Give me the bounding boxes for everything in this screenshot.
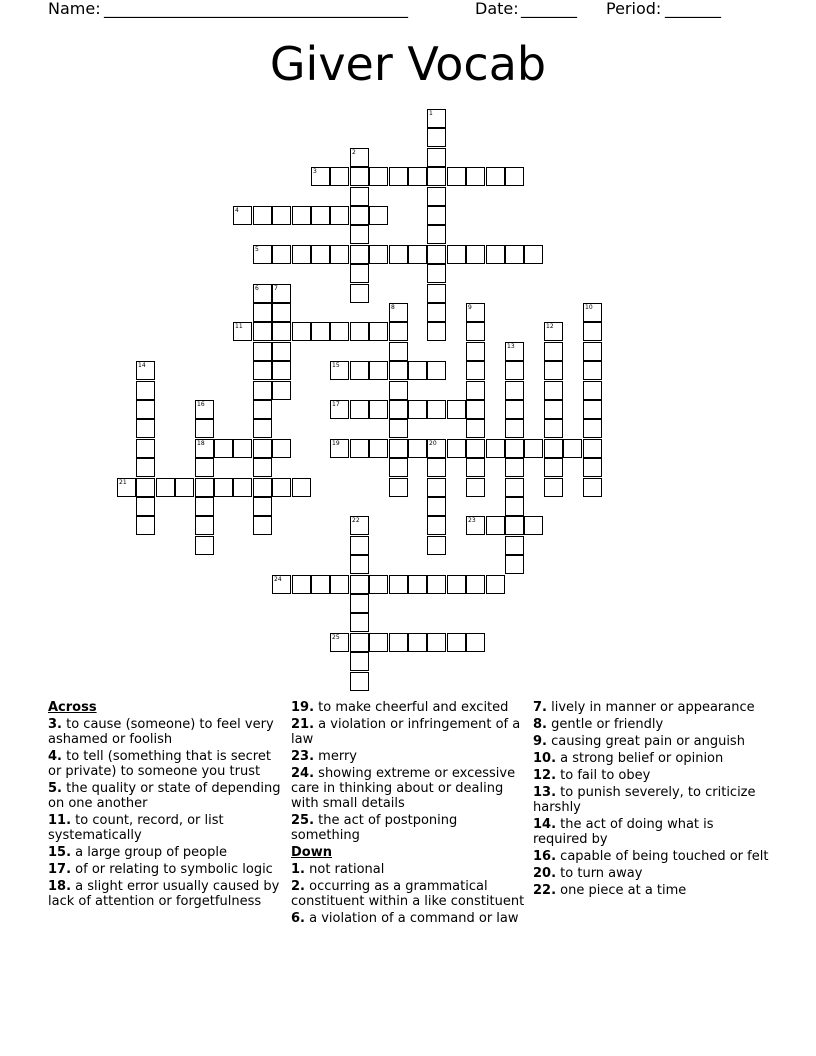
crossword-cell[interactable] <box>447 575 466 594</box>
crossword-cell[interactable] <box>505 361 524 380</box>
crossword-cell[interactable] <box>311 575 330 594</box>
crossword-cell[interactable] <box>350 206 369 225</box>
crossword-cell[interactable] <box>253 419 272 438</box>
crossword-cell[interactable] <box>505 400 524 419</box>
crossword-cell[interactable] <box>369 167 388 186</box>
crossword-cell[interactable] <box>350 652 369 671</box>
crossword-cell[interactable] <box>195 516 214 535</box>
clue-number: 18 <box>197 440 205 447</box>
crossword-cell[interactable] <box>350 555 369 574</box>
crossword-cell[interactable] <box>427 206 446 225</box>
crossword-cell[interactable] <box>311 245 330 264</box>
crossword-cell[interactable] <box>350 167 369 186</box>
crossword-cell[interactable] <box>486 245 505 264</box>
across-heading: Across <box>48 700 97 715</box>
crossword-cell[interactable] <box>253 439 272 458</box>
crossword-cell[interactable] <box>505 516 524 535</box>
crossword-cell[interactable] <box>253 361 272 380</box>
crossword-cell[interactable] <box>253 245 272 264</box>
crossword-cell[interactable] <box>369 245 388 264</box>
crossword-cell[interactable] <box>427 633 446 652</box>
crossword-cell[interactable] <box>330 439 349 458</box>
crossword-cell[interactable] <box>466 361 485 380</box>
crossword-cell[interactable] <box>272 361 291 380</box>
crossword-cell[interactable] <box>253 206 272 225</box>
crossword-cell[interactable] <box>408 361 427 380</box>
crossword-cell[interactable] <box>389 633 408 652</box>
down-clue: 10. a strong belief or opinion <box>533 751 724 766</box>
crossword-cell[interactable] <box>136 516 155 535</box>
clue-number: 8 <box>391 304 395 311</box>
crossword-cell[interactable] <box>427 245 446 264</box>
crossword-cell[interactable] <box>544 458 563 477</box>
clue-number: 4 <box>235 207 239 214</box>
crossword-cell[interactable] <box>195 478 214 497</box>
down-clue: 2. occurring as a grammatical constituent within a like constituent <box>291 879 525 909</box>
down-clue: 20. to turn away <box>533 866 643 881</box>
crossword-cell[interactable] <box>330 245 349 264</box>
down-clue: 7. lively in manner or appearance <box>533 700 755 715</box>
crossword-cell[interactable] <box>195 536 214 555</box>
crossword-cell[interactable] <box>427 303 446 322</box>
crossword-cell[interactable] <box>389 478 408 497</box>
crossword-cell[interactable] <box>466 439 485 458</box>
crossword-cell[interactable] <box>330 206 349 225</box>
crossword-cell[interactable] <box>466 400 485 419</box>
clue-number: 20 <box>429 440 437 447</box>
crossword-cell[interactable] <box>136 419 155 438</box>
crossword-cell[interactable] <box>214 478 233 497</box>
clue-number: 14 <box>138 362 146 369</box>
crossword-cell[interactable] <box>427 536 446 555</box>
crossword-cell[interactable] <box>466 575 485 594</box>
clue-number: 19 <box>332 440 340 447</box>
across-clue: 21. a violation or infringement of a law <box>291 717 521 747</box>
down-clue: 9. causing great pain or anguish <box>533 734 745 749</box>
across-clue: 4. to tell (something that is secret or private) to someone you trust <box>48 749 271 779</box>
crossword-cell[interactable] <box>330 361 349 380</box>
crossword-cell[interactable] <box>233 322 252 341</box>
date-line[interactable]: _______ <box>521 0 577 18</box>
crossword-cell[interactable] <box>505 555 524 574</box>
crossword-cell[interactable] <box>466 381 485 400</box>
crossword-cell[interactable] <box>311 206 330 225</box>
clue-number: 3 <box>313 168 317 175</box>
crossword-cell[interactable] <box>330 575 349 594</box>
crossword-cell[interactable] <box>330 322 349 341</box>
crossword-cell[interactable] <box>369 206 388 225</box>
crossword-cell[interactable] <box>466 478 485 497</box>
crossword-cell[interactable] <box>272 381 291 400</box>
crossword-cell[interactable] <box>369 575 388 594</box>
crossword-cell[interactable] <box>350 536 369 555</box>
crossword-cell[interactable] <box>427 400 446 419</box>
down-clue: 13. to punish severely, to criticize harshly <box>533 785 756 815</box>
crossword-cell[interactable] <box>583 303 602 322</box>
crossword-cell[interactable] <box>350 672 369 691</box>
crossword-cell[interactable] <box>350 613 369 632</box>
page-title: Giver Vocab <box>269 37 547 91</box>
down-clue: 22. one piece at a time <box>533 883 687 898</box>
crossword-cell[interactable] <box>447 439 466 458</box>
crossword-cell[interactable] <box>389 439 408 458</box>
crossword-cell[interactable] <box>583 439 602 458</box>
crossword-cell[interactable] <box>466 342 485 361</box>
crossword-cell[interactable] <box>544 478 563 497</box>
crossword-cell[interactable] <box>292 206 311 225</box>
crossword-cell[interactable] <box>583 419 602 438</box>
crossword-cell[interactable] <box>389 361 408 380</box>
crossword-cell[interactable] <box>272 245 291 264</box>
crossword-cell[interactable] <box>505 167 524 186</box>
down-clue: 12. to fail to obey <box>533 768 651 783</box>
crossword-cell[interactable] <box>505 478 524 497</box>
clue-number: 1 <box>429 110 433 117</box>
crossword-cell[interactable] <box>350 225 369 244</box>
crossword-cell[interactable] <box>544 439 563 458</box>
clue-number: 11 <box>235 323 243 330</box>
crossword-cell[interactable] <box>427 225 446 244</box>
crossword-cell[interactable] <box>350 516 369 535</box>
crossword-cell[interactable] <box>369 633 388 652</box>
crossword-cell[interactable] <box>350 264 369 283</box>
crossword-cell[interactable] <box>253 497 272 516</box>
crossword-cell[interactable] <box>486 575 505 594</box>
crossword-cell[interactable] <box>272 439 291 458</box>
crossword-cell[interactable] <box>350 633 369 652</box>
clue-number: 22 <box>352 517 360 524</box>
crossword-cell[interactable] <box>447 633 466 652</box>
crossword-cell[interactable] <box>253 342 272 361</box>
crossword-cell[interactable] <box>350 575 369 594</box>
crossword-cell[interactable] <box>292 478 311 497</box>
crossword-cell[interactable] <box>544 419 563 438</box>
crossword-cell[interactable] <box>311 322 330 341</box>
crossword-cell[interactable] <box>330 633 349 652</box>
clue-number: 5 <box>255 246 259 253</box>
crossword-cell[interactable] <box>389 458 408 477</box>
crossword-cell[interactable] <box>369 361 388 380</box>
crossword-cell[interactable] <box>505 458 524 477</box>
across-clue: 18. a slight error usually caused by lack of attention or forgetfulness <box>48 879 280 909</box>
crossword-cell[interactable] <box>427 187 446 206</box>
crossword-cell[interactable] <box>583 458 602 477</box>
crossword-cell[interactable] <box>427 148 446 167</box>
clue-number: 6 <box>255 285 259 292</box>
crossword-cell[interactable] <box>486 167 505 186</box>
crossword-cell[interactable] <box>350 187 369 206</box>
crossword-cell[interactable] <box>583 361 602 380</box>
crossword-cell[interactable] <box>583 400 602 419</box>
down-clue: 1. not rational <box>291 862 385 877</box>
crossword-cell[interactable] <box>466 458 485 477</box>
crossword-cell[interactable] <box>272 478 291 497</box>
crossword-cell[interactable] <box>505 419 524 438</box>
crossword-cell[interactable] <box>350 400 369 419</box>
crossword-cell[interactable] <box>524 439 543 458</box>
crossword-cell[interactable] <box>408 400 427 419</box>
crossword-cell[interactable] <box>466 322 485 341</box>
crossword-cell[interactable] <box>389 167 408 186</box>
crossword-cell[interactable] <box>505 342 524 361</box>
crossword-cell[interactable] <box>272 284 291 303</box>
period-label: Period: <box>606 0 662 18</box>
down-clue: 16. capable of being touched or felt <box>533 849 769 864</box>
crossword-cell[interactable] <box>350 284 369 303</box>
crossword-cell[interactable] <box>350 594 369 613</box>
crossword-cell[interactable] <box>389 381 408 400</box>
crossword-cell[interactable] <box>175 478 194 497</box>
down-heading: Down <box>291 845 332 860</box>
crossword-cell[interactable] <box>505 439 524 458</box>
crossword-cell[interactable] <box>427 575 446 594</box>
down-clue: 14. the act of doing what is required by <box>533 817 714 847</box>
crossword-cell[interactable] <box>292 322 311 341</box>
crossword-cell[interactable] <box>389 342 408 361</box>
crossword-cell[interactable] <box>136 478 155 497</box>
clue-number: 16 <box>197 401 205 408</box>
across-clue: 24. showing extreme or excessive care in thinking about or dealing with small details <box>291 766 516 811</box>
crossword-cell[interactable] <box>272 303 291 322</box>
crossword-cell[interactable] <box>253 458 272 477</box>
crossword-cell[interactable] <box>544 400 563 419</box>
crossword-cell[interactable] <box>408 245 427 264</box>
crossword-cell[interactable] <box>330 167 349 186</box>
clue-number: 21 <box>119 479 127 486</box>
crossword-cell[interactable] <box>136 361 155 380</box>
crossword-cell[interactable] <box>544 381 563 400</box>
clue-number: 23 <box>468 517 476 524</box>
crossword-cell[interactable] <box>466 419 485 438</box>
crossword-cell[interactable] <box>583 478 602 497</box>
crossword-cell[interactable] <box>427 458 446 477</box>
crossword-cell[interactable] <box>272 322 291 341</box>
crossword-cell[interactable] <box>466 245 485 264</box>
crossword-cell[interactable] <box>389 400 408 419</box>
crossword-cell[interactable] <box>253 400 272 419</box>
crossword-cell[interactable] <box>253 381 272 400</box>
date-label: Date: <box>475 0 519 18</box>
crossword-cell[interactable] <box>292 245 311 264</box>
crossword-cell[interactable] <box>272 575 291 594</box>
crossword-cell[interactable] <box>136 400 155 419</box>
crossword-cell[interactable] <box>233 206 252 225</box>
crossword-cell[interactable] <box>253 284 272 303</box>
crossword-cell[interactable] <box>389 303 408 322</box>
crossword-cell[interactable] <box>466 303 485 322</box>
crossword-cell[interactable] <box>311 167 330 186</box>
crossword-cell[interactable] <box>136 439 155 458</box>
crossword-cell[interactable] <box>466 516 485 535</box>
across-clue: 25. the act of postponing something <box>291 813 458 843</box>
crossword-cell[interactable] <box>408 439 427 458</box>
crossword-cell[interactable] <box>447 245 466 264</box>
crossword-cell[interactable] <box>427 284 446 303</box>
crossword-cell[interactable] <box>389 575 408 594</box>
crossword-cell[interactable] <box>233 439 252 458</box>
crossword-cell[interactable] <box>136 497 155 516</box>
down-clue: 8. gentle or friendly <box>533 717 664 732</box>
crossword-cell[interactable] <box>427 264 446 283</box>
crossword-cell[interactable] <box>408 575 427 594</box>
clue-number: 10 <box>585 304 593 311</box>
crossword-cell[interactable] <box>486 516 505 535</box>
crossword-cell[interactable] <box>408 633 427 652</box>
clue-number: 2 <box>352 149 356 156</box>
crossword-cell[interactable] <box>505 497 524 516</box>
crossword-cell[interactable] <box>195 497 214 516</box>
crossword-cell[interactable] <box>350 322 369 341</box>
crossword-cell[interactable] <box>427 322 446 341</box>
name-label: Name: <box>48 0 101 18</box>
crossword-cell[interactable] <box>272 206 291 225</box>
clue-number: 17 <box>332 401 340 408</box>
crossword-cell[interactable] <box>389 245 408 264</box>
clues-column-2 <box>291 700 527 928</box>
across-clue: 11. to count, record, or list systematically <box>48 813 224 843</box>
crossword-cell[interactable] <box>583 342 602 361</box>
clues-column-1 <box>48 700 284 911</box>
clue-number: 15 <box>332 362 340 369</box>
down-clue: 6. a violation of a command or law <box>291 911 519 926</box>
crossword-cell[interactable] <box>427 478 446 497</box>
crossword-cell[interactable] <box>214 439 233 458</box>
crossword-cell[interactable] <box>563 439 582 458</box>
crossword-cell[interactable] <box>350 245 369 264</box>
crossword-cell[interactable] <box>292 575 311 594</box>
crossword-cell[interactable] <box>583 322 602 341</box>
crossword-cell[interactable] <box>447 167 466 186</box>
crossword-cell[interactable] <box>195 439 214 458</box>
crossword-cell[interactable] <box>195 458 214 477</box>
crossword-cell[interactable] <box>427 167 446 186</box>
crossword-cell[interactable] <box>505 245 524 264</box>
across-clue: 5. the quality or state of depending on one another <box>48 781 281 811</box>
crossword-cell[interactable] <box>272 342 291 361</box>
crossword-cell[interactable] <box>253 516 272 535</box>
crossword-cell[interactable] <box>466 167 485 186</box>
crossword-cell[interactable] <box>156 478 175 497</box>
crossword-cell[interactable] <box>544 361 563 380</box>
crossword-cell[interactable] <box>427 516 446 535</box>
across-clue: 3. to cause (someone) to feel very ashamed or foolish <box>48 717 274 747</box>
crossword-cell[interactable] <box>427 497 446 516</box>
period-line[interactable]: _______ <box>665 0 721 18</box>
crossword-cell[interactable] <box>195 419 214 438</box>
clue-number: 13 <box>507 343 515 350</box>
crossword-cell[interactable] <box>350 361 369 380</box>
across-clue: 15. a large group of people <box>48 845 227 860</box>
crossword-cell[interactable] <box>389 419 408 438</box>
crossword-cell[interactable] <box>350 439 369 458</box>
clue-number: 25 <box>332 634 340 641</box>
crossword-cell[interactable] <box>330 400 349 419</box>
crossword-cell[interactable] <box>544 342 563 361</box>
crossword-cell[interactable] <box>389 322 408 341</box>
crossword-cell[interactable] <box>505 536 524 555</box>
across-clue: 19. to make cheerful and excited <box>291 700 509 715</box>
crossword-cell[interactable] <box>369 439 388 458</box>
crossword-cell[interactable] <box>505 381 524 400</box>
crossword-cell[interactable] <box>524 245 543 264</box>
crossword-cell[interactable] <box>253 303 272 322</box>
crossword-cell[interactable] <box>427 128 446 147</box>
crossword-cell[interactable] <box>427 439 446 458</box>
across-clue: 23. merry <box>291 749 357 764</box>
crossword-cell[interactable] <box>524 516 543 535</box>
crossword-cell[interactable] <box>253 322 272 341</box>
crossword-cell[interactable] <box>544 322 563 341</box>
crossword-cell[interactable] <box>427 109 446 128</box>
clues-column-3 <box>533 700 769 900</box>
name-line[interactable]: ______________________________________ <box>104 0 408 18</box>
crossword-cell[interactable] <box>466 633 485 652</box>
crossword-cell[interactable] <box>136 458 155 477</box>
clue-number: 9 <box>468 304 472 311</box>
clue-number: 24 <box>274 576 282 583</box>
crossword-cell[interactable] <box>583 381 602 400</box>
crossword-cell[interactable] <box>195 400 214 419</box>
crossword-cell[interactable] <box>447 400 466 419</box>
crossword-cell[interactable] <box>486 439 505 458</box>
crossword-cell[interactable] <box>369 322 388 341</box>
crossword-cell[interactable] <box>408 167 427 186</box>
crossword-cell[interactable] <box>136 381 155 400</box>
crossword-cell[interactable] <box>369 400 388 419</box>
crossword-cell[interactable] <box>427 361 446 380</box>
across-clue: 17. of or relating to symbolic logic <box>48 862 273 877</box>
crossword-cell[interactable] <box>253 478 272 497</box>
crossword-cell[interactable] <box>117 478 136 497</box>
clue-number: 7 <box>274 285 278 292</box>
crossword-cell[interactable] <box>350 148 369 167</box>
crossword-cell[interactable] <box>233 478 252 497</box>
clue-number: 12 <box>546 323 554 330</box>
